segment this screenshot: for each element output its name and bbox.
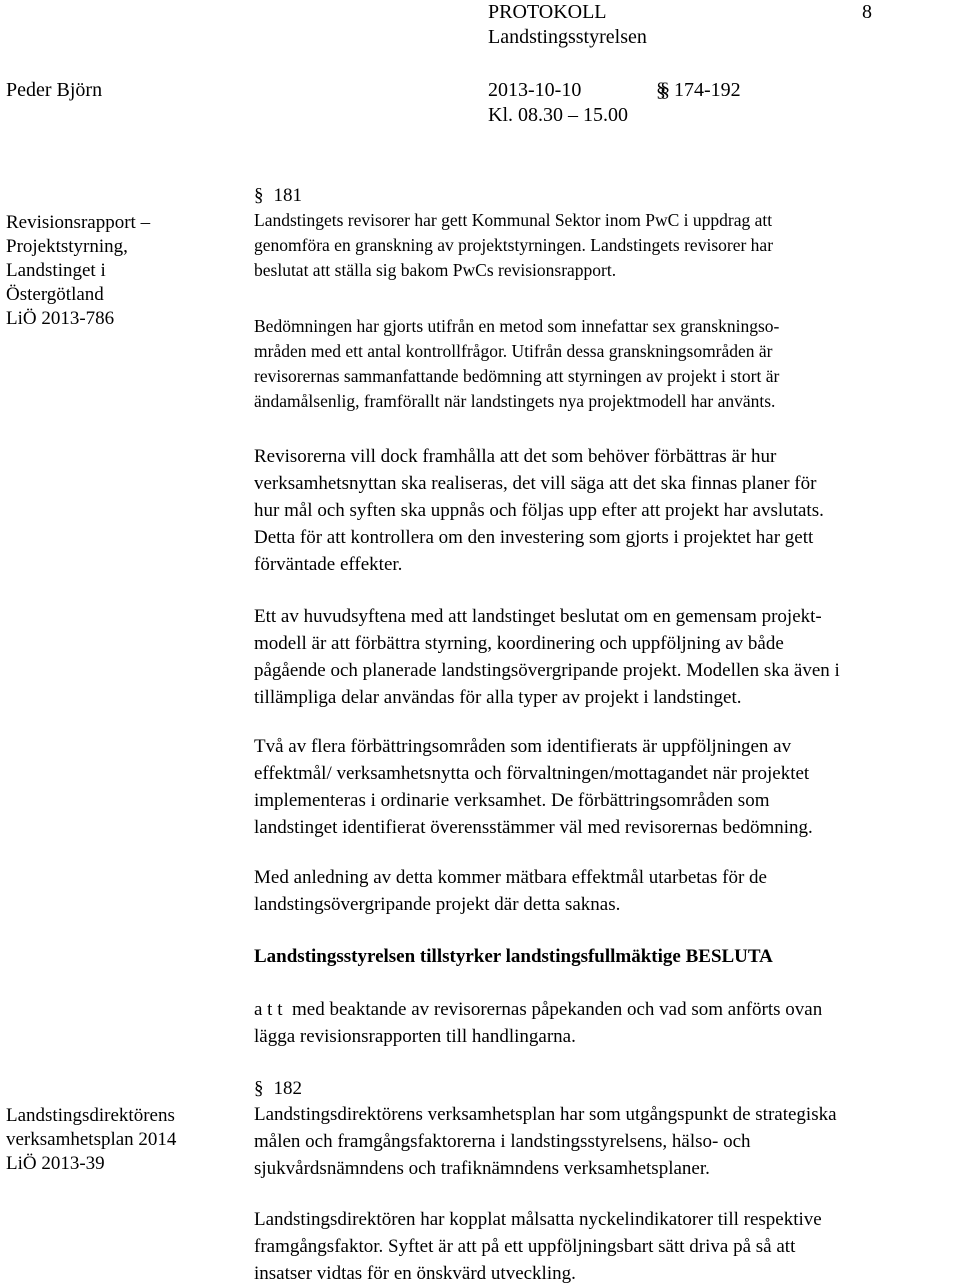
document-type: PROTOKOLL bbox=[488, 1, 607, 23]
paragraph: Landstingsdirektören har kopplat målsatta nyckelindikatorer till respektive framgångsfaktor. Syftet är att på ett uppföljningsbart sätt driva på så att insatser vidtas för en önskvärd utveckling. bbox=[254, 1209, 822, 1284]
paragraph: Landstingsdirektörens verksamhetsplan har som utgångspunkt de strategiska målen och framgångsfaktorerna i landstingsstyrelsens, hälso- och sjukvårdsnämndens och trafiknämndens verksamhetsplaner. bbox=[254, 1104, 837, 1179]
paragraph: Med anledning av detta kommer mätbara effektmål utarbetas för de landstingsövergripande projekt där detta saknas. bbox=[254, 867, 767, 915]
sidebar-line: Landstinget i bbox=[6, 260, 106, 281]
meeting-time: Kl. 08.30 – 15.00 bbox=[488, 104, 628, 126]
section-range bbox=[656, 78, 741, 102]
section-range-value: 174-192 bbox=[674, 79, 741, 101]
decision-text: a t t med beaktande av revisorernas påpekanden och vad som anförts ovan lägga revisionsrapporten till handlingarna. bbox=[254, 999, 823, 1047]
sidebar-line: LiÖ 2013-786 bbox=[6, 308, 115, 329]
meeting-date: 2013-10-10 bbox=[488, 79, 582, 101]
section-number-182: §182 bbox=[254, 1077, 302, 1101]
paragraph: Landstingets revisorer har gett Kommunal Sektor inom PwC i uppdrag att genomföra en granskning av projektstyrningen. Landstingets revisorer har beslutat att ställa sig bakom PwCs revisionsrapport. bbox=[254, 210, 774, 280]
paragraph: Två av flera förbättringsområden som identifierats är uppföljningen av effektmål/ verksamhetsnytta och förvaltningen/mottagandet när projektet implementeras i ordinarie verksamhet. De förbättringsområden som landstinget identifierat överensstämmer väl med revisorernas bedömning. bbox=[254, 736, 813, 838]
sidebar-line: verksamhetsplan 2014 bbox=[6, 1129, 177, 1150]
sidebar-line: Östergötland bbox=[6, 284, 104, 305]
author-name: Peder Björn bbox=[6, 79, 103, 101]
sidebar-line: Projektstyrning, bbox=[6, 236, 128, 257]
sidebar-line: Landstingsdirektörens bbox=[6, 1105, 175, 1126]
section-number-181: §181 bbox=[254, 184, 302, 208]
paragraph: Bedömningen har gjorts utifrån en metod som innefattar sex granskningso- mråden med ett antal kontrollfrågor. Utifrån dessa granskningsområden är revisorernas sammanfattande bedömning att styrningen av projekt i stort är ändamålsenlig, framförallt när landstingets nya projektmodell har använts. bbox=[254, 316, 780, 411]
paragraph: Revisorerna vill dock framhålla att det som behöver förbättras är hur verksamhetsnyttan ska realiseras, det vill säga att det ska finnas planer för hur mål och syften ska uppnås och följas upp efter att projekt har avslutats. Detta för att kontrollera om den investering som gjorts i projektet har gett förväntade effekter. bbox=[254, 446, 824, 575]
section-symbol bbox=[254, 1077, 274, 1101]
sidebar-line: Revisionsrapport – bbox=[6, 212, 151, 233]
decision-heading: Landstingsstyrelsen tillstyrker landstingsfullmäktige BESLUTA bbox=[254, 946, 773, 967]
sidebar-line: LiÖ 2013-39 bbox=[6, 1153, 105, 1174]
page-number: 8 bbox=[862, 1, 872, 23]
organization-name: Landstingsstyrelsen bbox=[488, 26, 647, 48]
sidebar-section-181 bbox=[6, 211, 241, 331]
section-symbol bbox=[656, 78, 674, 102]
sidebar-section-182 bbox=[6, 1104, 241, 1176]
paragraph: Ett av huvudsyftena med att landstinget beslutat om en gemensam projekt- modell är att förbättra styrning, koordinering och uppföljning av både pågående och planerade landstingsövergripande projekt. Modellen ska även i tillämpliga delar användas för alla typer av projekt i landstinget. bbox=[254, 606, 840, 708]
section-symbol bbox=[254, 184, 274, 208]
